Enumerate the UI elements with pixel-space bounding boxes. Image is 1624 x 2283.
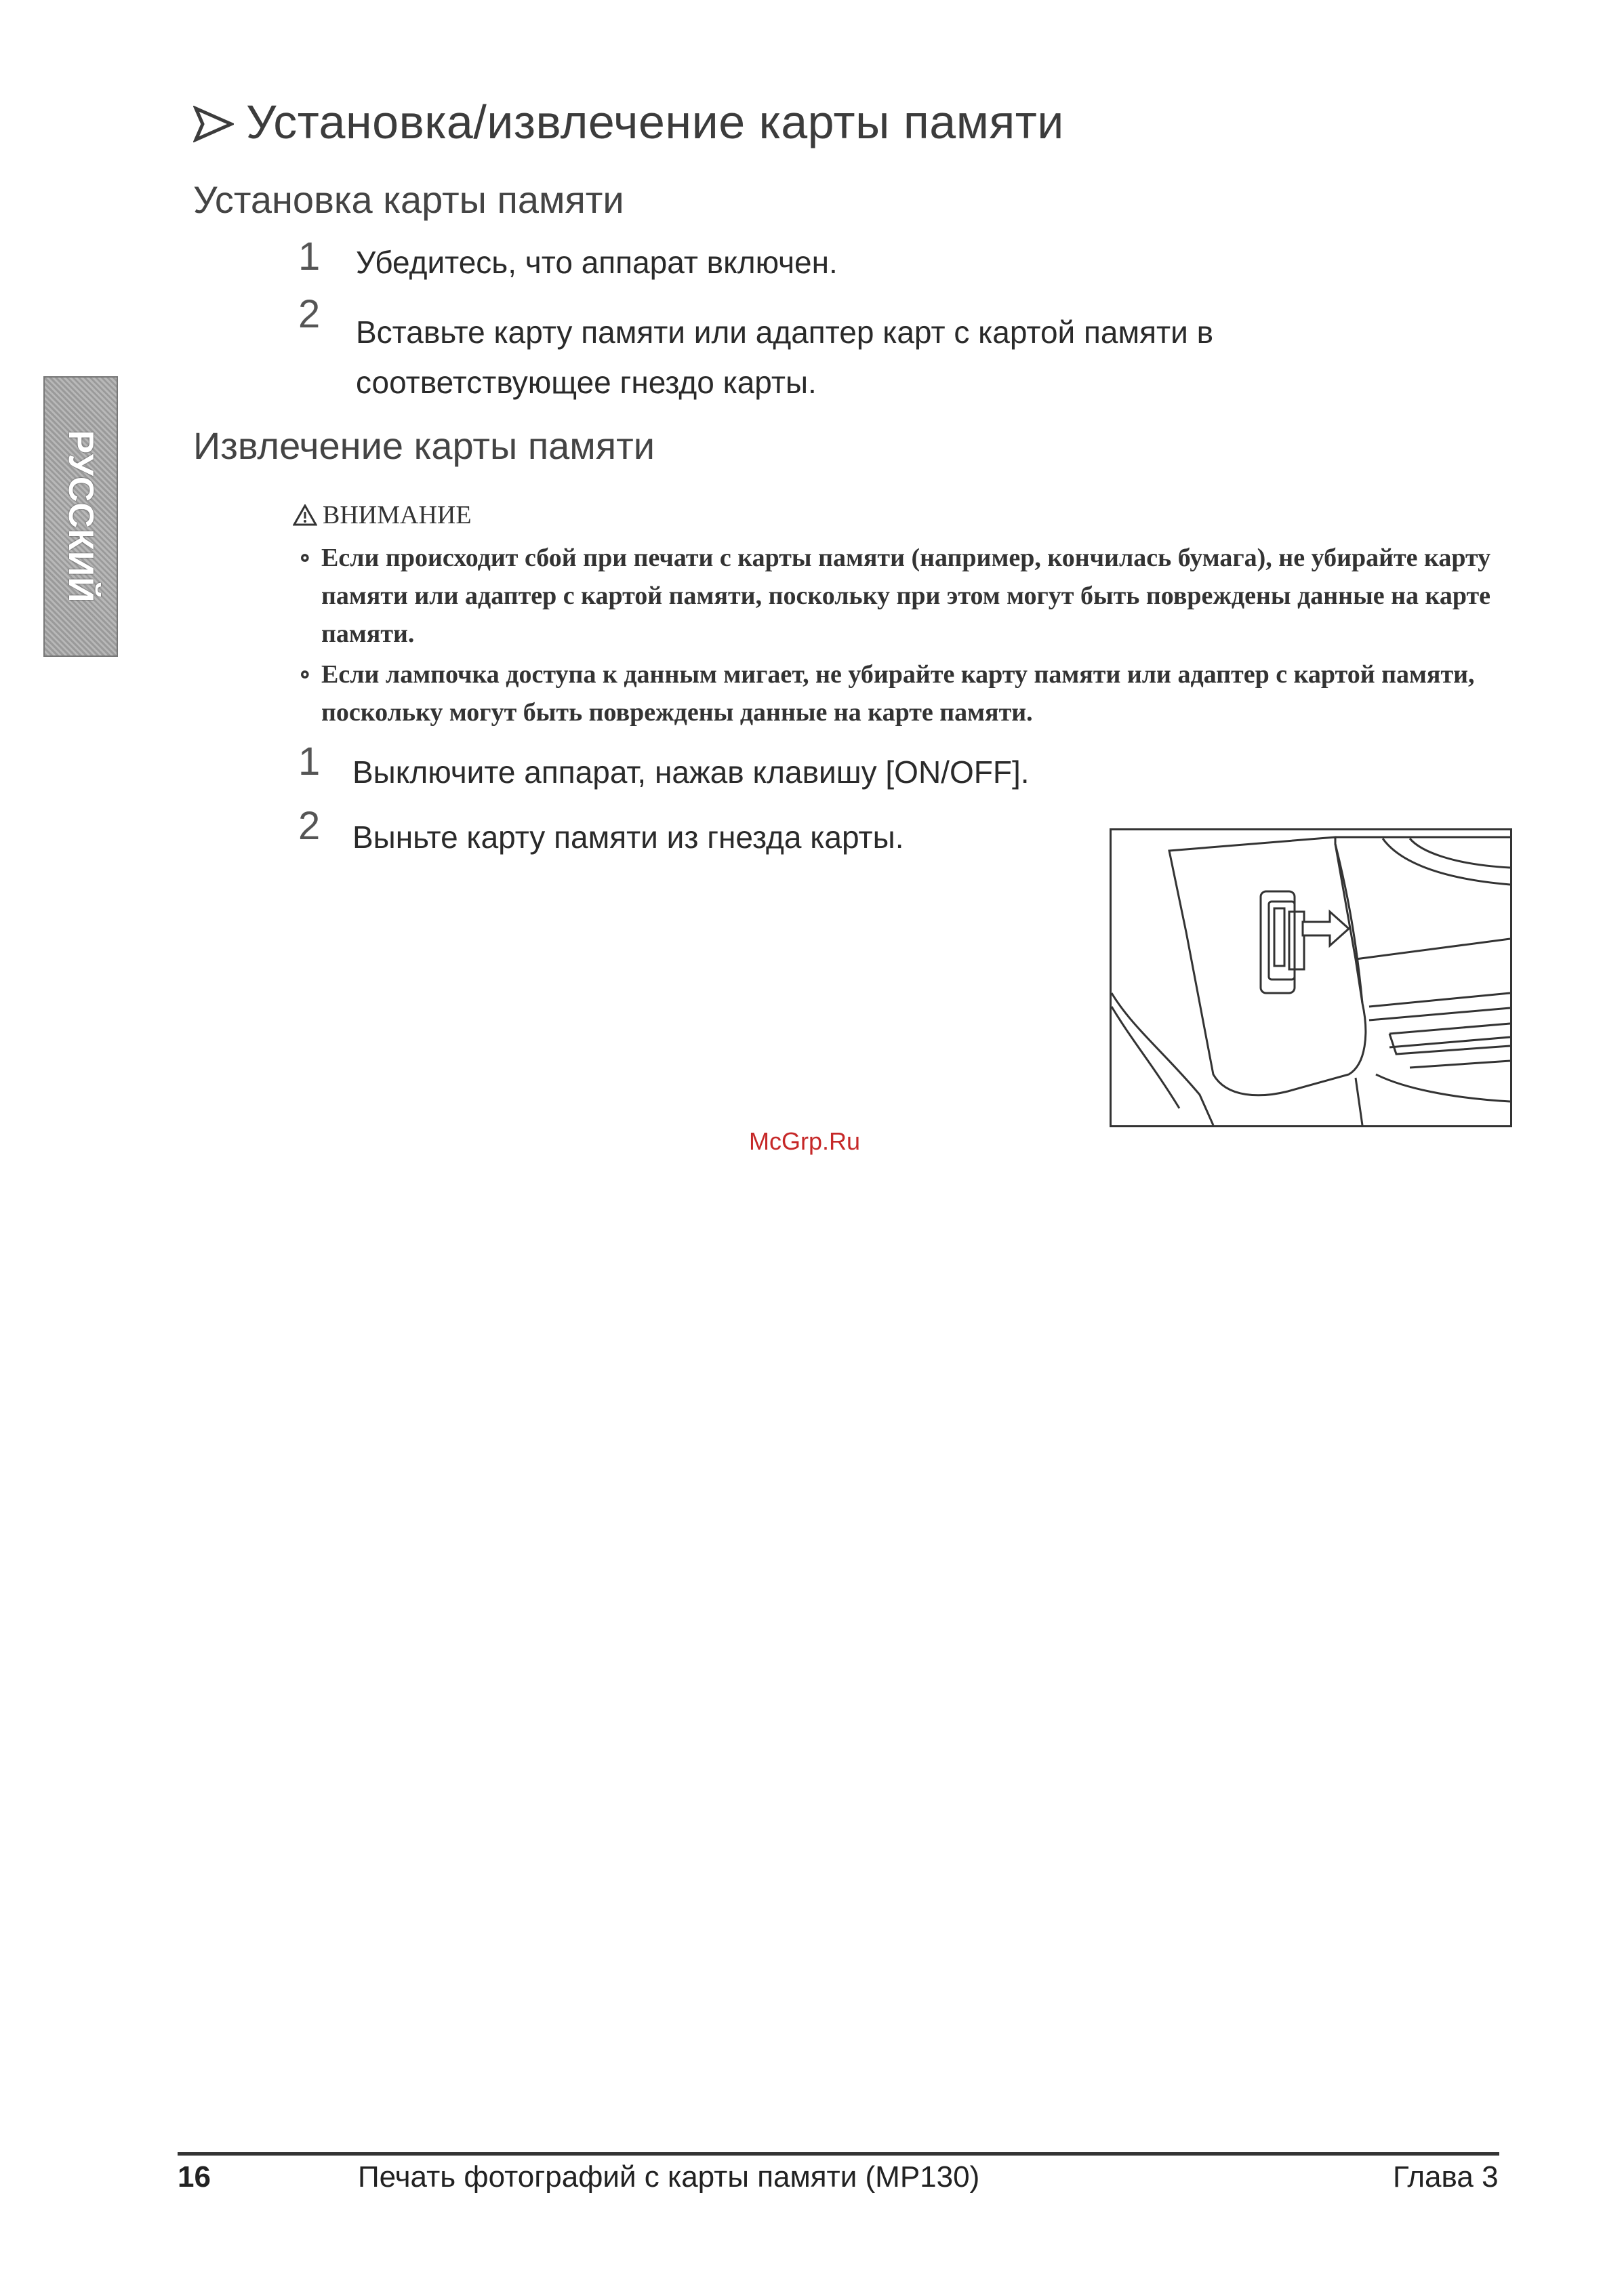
language-side-tab xyxy=(43,376,118,657)
section-heading-remove: Извлечение карты памяти xyxy=(193,424,655,467)
step-text: Вставьте карту памяти или адаптер карт с картой памяти в соответствующее гнездо карты. xyxy=(356,315,1214,400)
step-number: 2 xyxy=(298,292,321,336)
language-tab-label: РУССКИЙ xyxy=(61,430,100,603)
caution-item: ∘ Если лампочка доступа к данным мигает, не убирайте карту памяти или адаптер с картой памяти, поскольку могут быть повреждены данные на карте памяти. xyxy=(298,655,1518,731)
step-text: Убедитесь, что аппарат включен. xyxy=(356,245,838,280)
step-number: 1 xyxy=(298,235,321,279)
arrow-right-icon xyxy=(193,99,234,153)
section-heading-insert: Установка карты памяти xyxy=(193,178,624,221)
footer-title: Печать фотографий с карты памяти (MP130) xyxy=(358,2160,980,2194)
step-text: Выньте карту памяти из гнезда карты. xyxy=(352,820,904,855)
page-number: 16 xyxy=(178,2160,211,2194)
caution-header xyxy=(293,500,472,530)
step-text: Выключите аппарат, нажав клавишу [ON/OFF]. xyxy=(352,754,1030,790)
caution-list xyxy=(298,539,1518,734)
watermark: McGrp.Ru xyxy=(749,1127,861,1155)
card-removal-illustration xyxy=(1110,828,1512,1127)
footer-chapter: Глава 3 xyxy=(1393,2160,1499,2194)
step-number: 1 xyxy=(298,740,321,784)
caution-item: ∘ Если происходит сбой при печати с карты памяти (например, кончилась бумага), не убирайте карту памяти или адаптер с картой памяти, поскольку при этом могут быть повреждены данные на карте памяти. xyxy=(298,539,1518,653)
step-number: 2 xyxy=(298,804,321,848)
page-title xyxy=(193,95,1064,153)
footer-divider xyxy=(178,2152,1499,2156)
warning-icon xyxy=(293,504,317,526)
page-title-text: Установка/извлечение карты памяти xyxy=(246,96,1064,148)
caution-title: ВНИМАНИЕ xyxy=(323,501,472,529)
